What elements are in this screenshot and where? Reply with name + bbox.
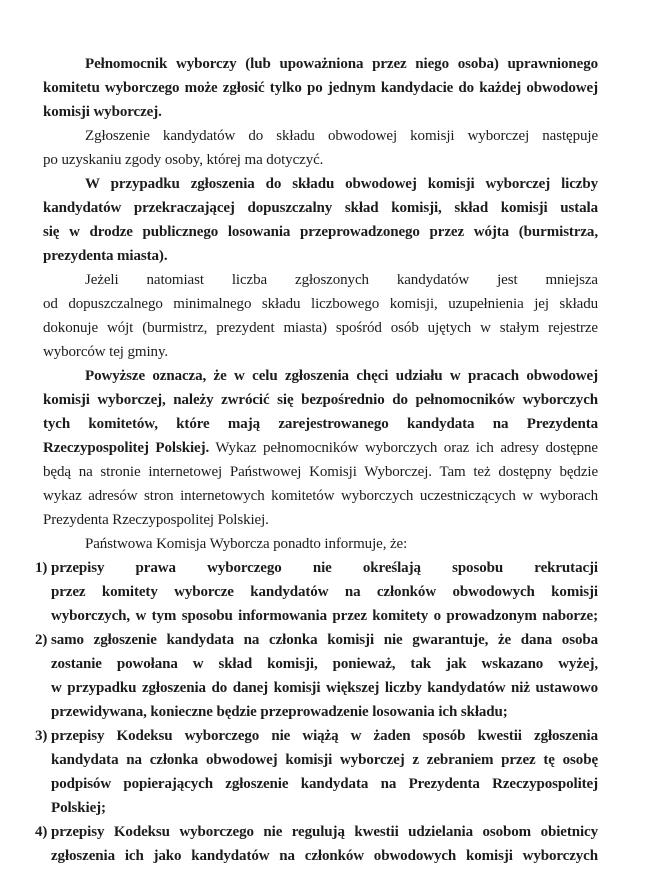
text-line xyxy=(43,316,598,340)
text-line xyxy=(43,220,598,244)
text-segment: po uzyskaniu zgody osoby, której ma dotyczyć. xyxy=(43,152,324,168)
text-line xyxy=(51,748,598,772)
text-segment: Powyższe oznacza, że w celu zgłoszenia chęci udziału w pracach obwodowej xyxy=(85,368,598,384)
text-line xyxy=(43,196,598,220)
list-item xyxy=(35,724,598,820)
text-segment: przepisy Kodeksu wyborczego nie wiążą w żaden sposób kwestii zgłoszenia xyxy=(51,728,598,744)
text-line xyxy=(43,412,598,436)
list-item xyxy=(35,628,598,724)
text-line xyxy=(43,364,598,388)
text-segment: podpisów popierających zgłoszenie kandydata na Prezydenta Rzeczypospolitej xyxy=(51,776,598,792)
text-line xyxy=(51,820,598,844)
text-line xyxy=(43,172,598,196)
text-segment: Prezydenta Rzeczypospolitej Polskiej. xyxy=(43,512,269,528)
text-line xyxy=(43,340,598,364)
text-line xyxy=(51,628,598,652)
text-line xyxy=(43,76,598,100)
text-segment: Pełnomocnik wyborczy (lub upoważniona przez niego osoba) uprawnionego xyxy=(85,56,598,72)
text-segment: komisji wyborczej. xyxy=(43,104,162,120)
text-line xyxy=(51,556,598,580)
text-line xyxy=(43,100,598,124)
text-line xyxy=(51,796,598,820)
text-segment: tych komitetów, które mają zarejestrowanego kandydata na Prezydenta xyxy=(43,416,598,432)
paragraph xyxy=(43,124,598,172)
text-segment: Jeżeli natomiast liczba zgłoszonych kandydatów jest mniejsza xyxy=(85,272,598,288)
text-line xyxy=(43,148,598,172)
text-segment: się w drodze publicznego losowania przeprowadzonego przez wójta (burmistrza, xyxy=(43,224,598,240)
text-segment: wyborców tej gminy. xyxy=(43,344,169,360)
text-line xyxy=(43,244,598,268)
text-line xyxy=(51,652,598,676)
text-segment: zostanie powołana w skład komisji, ponieważ, tak jak wskazano wyżej, xyxy=(51,656,598,672)
text-segment: w przypadku zgłoszenia do danej komisji większej liczby kandydatów niż ustawowo xyxy=(51,680,598,696)
list-marker: 1) xyxy=(35,560,48,576)
paragraph xyxy=(43,268,598,364)
text-line xyxy=(43,388,598,412)
text-line xyxy=(43,460,598,484)
text-line xyxy=(51,772,598,796)
list-marker: 3) xyxy=(35,728,48,744)
text-segment: wyborczych, w tym sposobu informowania przez komitety o prowadzonym naborze; xyxy=(51,608,598,624)
text-segment: Wykaz pełnomocników wyborczych oraz ich adresy dostępne xyxy=(209,440,598,456)
text-segment: kandydata na członka obwodowej komisji wyborczej z zebraniem przez tę osobę xyxy=(51,752,598,768)
text-line xyxy=(51,604,598,628)
text-segment: Polskiej; xyxy=(51,800,106,816)
paragraph xyxy=(43,172,598,268)
paragraph xyxy=(43,364,598,532)
text-segment: prezydenta miasta). xyxy=(43,248,168,264)
text-line xyxy=(51,700,598,724)
paragraph xyxy=(43,52,598,124)
text-segment: Państwowa Komisja Wyborcza ponadto informuje, że: xyxy=(85,536,408,552)
text-segment: zgłoszenia ich jako kandydatów na członków obwodowych komisji wyborczych xyxy=(51,848,598,864)
text-line xyxy=(51,676,598,700)
text-line xyxy=(51,724,598,748)
text-segment: W przypadku zgłoszenia do składu obwodowej komisji wyborczej liczby xyxy=(85,176,598,192)
text-segment: samo zgłoszenie kandydata na członka komisji nie gwarantuje, że dana osoba xyxy=(51,632,598,648)
text-line xyxy=(51,844,598,868)
text-line xyxy=(43,268,598,292)
text-segment: przepisy prawa wyborczego nie określają sposobu rekrutacji xyxy=(51,560,598,576)
text-line xyxy=(43,508,598,532)
text-line xyxy=(43,436,598,460)
list-marker: 4) xyxy=(35,824,48,840)
text-segment: Rzeczypospolitej Polskiej. xyxy=(43,440,210,456)
text-segment: przewidywana, konieczne będzie przeprowadzenie losowania ich składu; xyxy=(51,704,508,720)
text-line xyxy=(43,292,598,316)
list-marker: 2) xyxy=(35,632,48,648)
document-text xyxy=(35,52,598,868)
list-item xyxy=(35,820,598,868)
text-line xyxy=(43,52,598,76)
text-line xyxy=(43,484,598,508)
text-segment: przez komitety wyborcze kandydatów na członków obwodowych komisji xyxy=(51,584,598,600)
text-line xyxy=(51,580,598,604)
text-segment: dokonuje wójt (burmistrz, prezydent miasta) spośród osób ujętych w stałym rejestrze xyxy=(43,320,598,336)
text-segment: będą na stronie internetowej Państwowej Komisji Wyborczej. Tam też dostępny będzie xyxy=(43,464,598,480)
list-item xyxy=(35,556,598,628)
text-line xyxy=(43,124,598,148)
text-segment: kandydatów przekraczającej dopuszczalny skład komisji, skład komisji ustala xyxy=(43,200,598,216)
text-line xyxy=(43,532,598,556)
text-segment: od dopuszczalnego minimalnego składu liczbowego komisji, uzupełnienia jej składu xyxy=(43,296,598,312)
text-segment: komisji wyborczej, należy zwrócić się bezpośrednio do pełnomocników wyborczych xyxy=(43,392,598,408)
text-segment: komitetu wyborczego może zgłosić tylko po jednym kandydacie do każdej obwodowej xyxy=(43,80,598,96)
text-segment: wykaz adresów stron internetowych komitetów wyborczych uczestniczących w wyborach xyxy=(43,488,598,504)
paragraph xyxy=(43,532,598,556)
text-segment: Zgłoszenie kandydatów do składu obwodowej komisji wyborczej następuje xyxy=(85,128,598,144)
text-segment: przepisy Kodeksu wyborczego nie regulują kwestii udzielania osobom obietnicy xyxy=(51,824,598,840)
